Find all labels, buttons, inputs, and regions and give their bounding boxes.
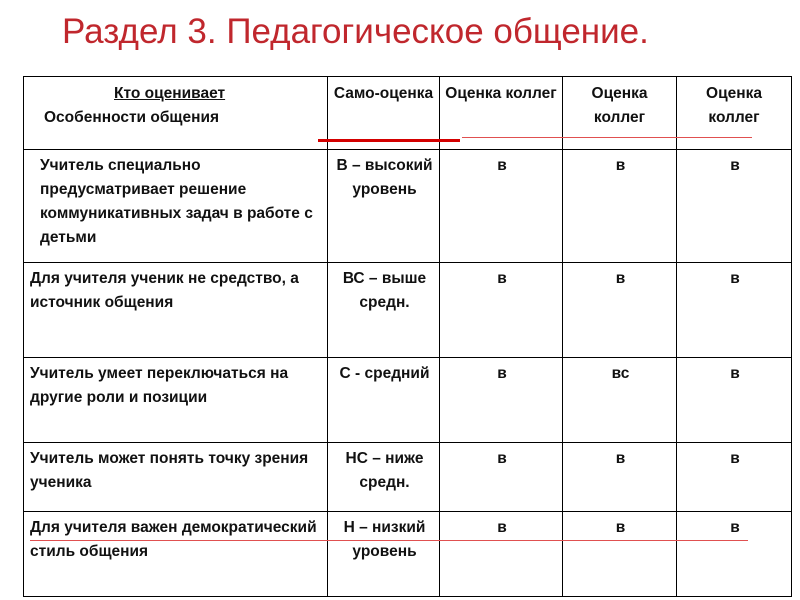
header-self-assessment: Само-оценка [328, 77, 440, 150]
feature-cell: Учитель специально предусматривает решение коммуникативных задач в работе с детьми [24, 150, 328, 263]
table-row [24, 150, 792, 263]
peer-score-cell: в [677, 512, 792, 597]
header-peer-assessment-1: Оценка коллег [440, 77, 563, 150]
table-row [24, 512, 792, 597]
peer-score-cell: в [563, 512, 677, 597]
peer-score-cell: в [440, 443, 563, 512]
table-row [24, 358, 792, 443]
header-features: Особенности общения [44, 109, 220, 126]
peer-score-cell: в [440, 263, 563, 358]
self-assessment-cell: НС – ниже средн. [328, 443, 440, 512]
thin-red-line-top [462, 137, 752, 138]
peer-score-cell: в [440, 150, 563, 263]
evaluation-table [23, 76, 792, 597]
peer-score-cell: в [677, 150, 792, 263]
header-peer-assessment-2: Оценка коллег [563, 77, 677, 150]
peer-score-cell: в [440, 358, 563, 443]
self-assessment-cell: Н – низкий уровень [328, 512, 440, 597]
feature-cell: Учитель умеет переключаться на другие роли и позиции [24, 358, 328, 443]
peer-score-cell: в [677, 443, 792, 512]
self-assessment-cell: ВС – выше средн. [328, 263, 440, 358]
peer-score-cell: вс [563, 358, 677, 443]
feature-cell: Для учителя ученик не средство, а источник общения [24, 263, 328, 358]
peer-score-cell: в [677, 263, 792, 358]
peer-score-cell: в [440, 512, 563, 597]
red-highlight-line [318, 139, 460, 142]
self-assessment-cell: С - средний [328, 358, 440, 443]
table-row [24, 263, 792, 358]
page-title: Раздел 3. Педагогическое общение. [62, 12, 649, 51]
header-who-evaluates: Кто оценивает [114, 85, 226, 102]
peer-score-cell: в [563, 263, 677, 358]
peer-score-cell: в [677, 358, 792, 443]
feature-cell: Учитель может понять точку зрения ученика [24, 443, 328, 512]
table-row [24, 443, 792, 512]
header-peer-assessment-3: Оценка коллег [677, 77, 792, 150]
peer-score-cell: в [563, 150, 677, 263]
thin-red-line-bottom [30, 540, 748, 541]
feature-cell: Для учителя важен демократический стиль общения [24, 512, 328, 597]
header-features-cell [24, 77, 328, 150]
peer-score-cell: в [563, 443, 677, 512]
self-assessment-cell: В – высокий уровень [328, 150, 440, 263]
